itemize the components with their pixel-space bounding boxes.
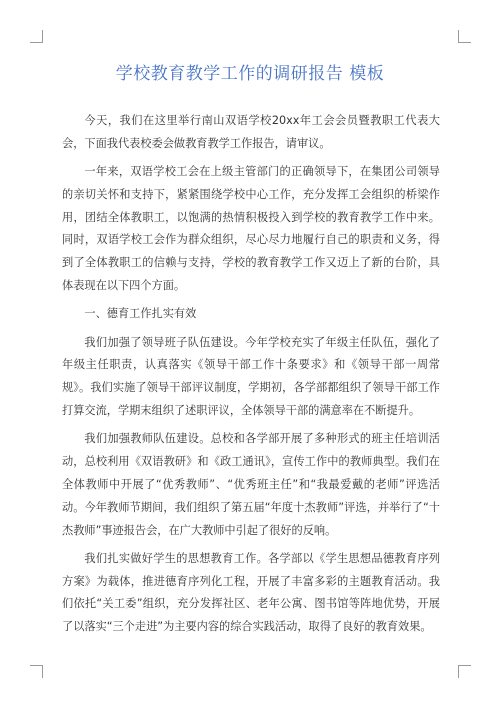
paragraph-intro: 今天，我们在这里举行南山双语学校20xx年工会会员暨教职工代表大会，下面我代表校委会做教育教学工作报告，请审议。 [62, 114, 440, 150]
document-title: 学校教育教学工作的调研报告 模板 [115, 64, 385, 84]
paragraph-overview: 一年来，双语学校工会在上级主管部门的正确领导下，在集团公司领导的亲切关怀和支持下，紧紧围绕学校中心工作，充分发挥工会组织的桥梁作用，团结全体教职工，以饱满的热情积极投入到学校的教育教学工作中来。同时，双语学校工会作为群众组织，尽心尽力地履行自己的职责和义务，得到了全体教职工的信赖与支持，学校的教育教学工作又迈上了新的台阶，具体表现在以下四个方面。 [62, 165, 440, 293]
section-heading-moral-education: 一、德育工作扎实有效 [84, 307, 197, 321]
paragraph-teachers: 我们加强教师队伍建设。总校和各学部开展了多种形式的班主任培训活动，总校利用《双语教研》和《政工通讯》，宣传工作中的教师典型。我们在全体教师中开展了“优秀教师”、“优秀班主任”和“我最爱戴的老师”评选活动。今年教师节期间，我们组织了第五届“年度十杰教师”评选，并举行了“十杰教师”事迹报告会，在广大教师中引起了很好的反响。 [62, 432, 440, 537]
crop-mark-bottom-left [30, 665, 43, 678]
crop-mark-bottom-right [458, 665, 471, 678]
crop-mark-top-left [30, 30, 43, 43]
paragraph-students: 我们扎实做好学生的思想教育工作。各学部以《学生思想品德教育序列方案》为载体，推进德育序列化工程，开展了丰富多彩的主题教育活动。我们依托“关工委”组织，充分发挥社区、老年公寓、图书馆等阵地优势，开展了以落实“三个走进”为主要内容的综合实践活动，取得了良好的教育效果。 [62, 551, 440, 634]
paragraph-leadership: 我们加强了领导班子队伍建设。今年学校充实了年级主任队伍，强化了年级主任职责，认真落实《领导干部工作十条要求》和《领导干部一周常规》。我们实施了领导干部评议制度，学期初，各学部都组织了领导干部工作打算交流，学期末组织了述职评议，全体领导干部的满意率在不断提升。 [62, 335, 440, 418]
document-body [62, 110, 440, 645]
crop-mark-top-right [458, 30, 471, 43]
